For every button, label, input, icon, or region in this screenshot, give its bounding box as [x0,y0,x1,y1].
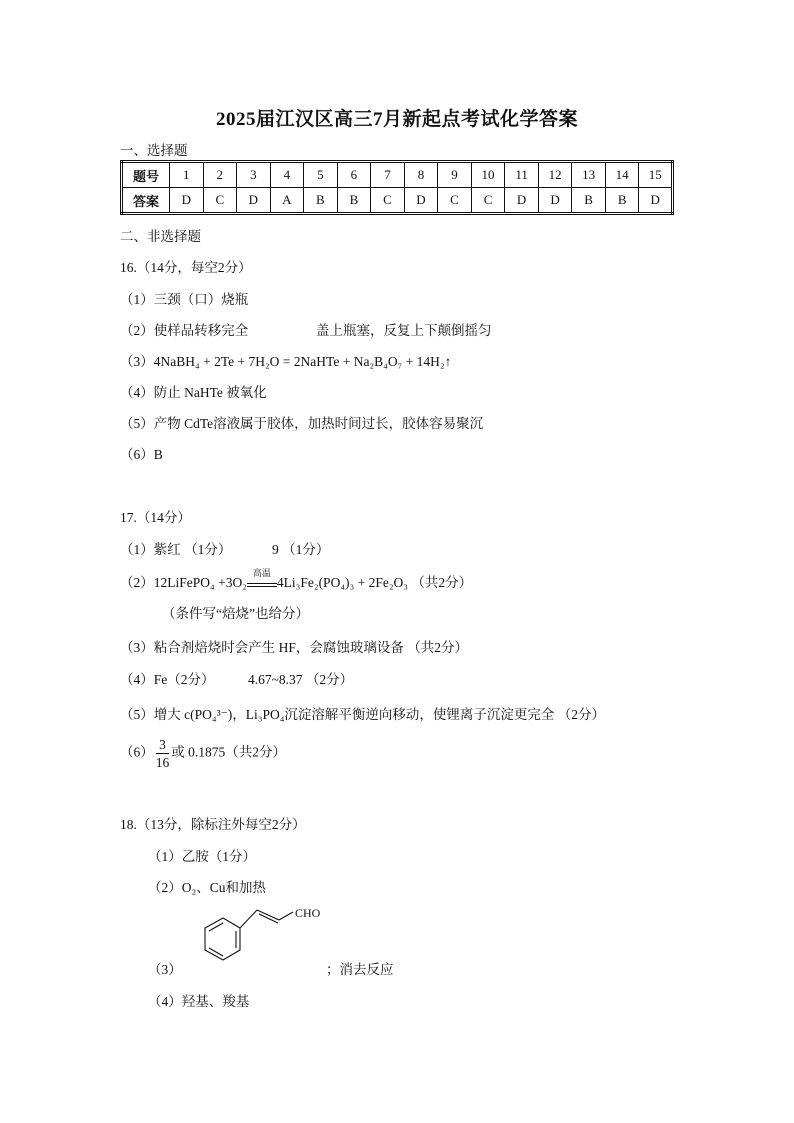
table-cell: C [203,188,237,214]
table-cell: C [471,188,505,214]
q16-answer-2b: 盖上瓶塞，反复上下颠倒摇匀 [316,323,492,338]
q17-answer-1a: （1）紫红 （1分） [120,542,232,557]
q17-answer-1b: 9 （1分） [272,542,330,557]
q17-answer-2-note: （条件写“焙烧”也给分） [162,606,309,621]
answer-table [120,160,674,215]
table-cell: B [304,188,338,214]
q18-answer-2: （2）O₂、Cu和加热 [148,880,266,895]
table-cell: 13 [572,162,606,188]
q17-answer-2 [120,568,473,591]
q17-answer-4b: 4.67~8.37 （2分） [248,672,354,687]
table-cell: 11 [505,162,539,188]
structure-cho-label: CHO [295,906,321,920]
table-cell: D [505,188,539,214]
page-title: 2025届江汉区高三7月新起点考试化学答案 [215,109,578,130]
table-cell: 4 [270,162,304,188]
q16-answer-1: （1）三颈（口）烧瓶 [120,292,249,307]
table-cell: A [270,188,304,214]
q17-answer-5: （5）增大 c(PO₄³⁻)，Li₃PO₄沉淀溶解平衡逆向移动，使锂离子沉淀更完全 （2分） [120,707,606,722]
table-cell: C [438,188,472,214]
table-cell: D [170,188,204,214]
q16-answer-5: （5）产物 CdTe溶液属于胶体，加热时间过长，胶体容易聚沉 [120,416,484,431]
table-row-answers [122,188,673,214]
table-cell: 8 [404,162,438,188]
q16-answer-6: （6）B [120,447,163,462]
fraction-numerator: 3 [156,736,170,754]
table-cell: 7 [371,162,405,188]
table-cell: 12 [538,162,572,188]
table-cell: 2 [203,162,237,188]
table-row-numbers [122,162,673,188]
section-choice-heading: 一、选择题 [120,143,188,158]
table-cell: D [237,188,271,214]
side-chain-bond [240,910,257,928]
table-header-number: 题号 [122,162,170,188]
table-cell: D [639,188,673,214]
q16-answer-4: （4）防止 NaHTe 被氧化 [120,385,267,400]
table-cell: 5 [304,162,338,188]
q17-answer-2-reactants: （2）12LiFePO₄ +3O₂ [120,575,247,590]
table-header-answer: 答案 [122,188,170,214]
q16-answer-2a: （2）使样品转移完全 [120,323,249,338]
aldehyde-bond [279,912,293,920]
table-cell: 3 [237,162,271,188]
reaction-condition-label: 高温 [252,568,271,578]
table-cell: B [337,188,371,214]
q17-answer-4a: （4）Fe（2分） [120,672,215,687]
table-cell: 6 [337,162,371,188]
table-cell: D [404,188,438,214]
table-cell: B [572,188,606,214]
q16-answer-3: （3）4NaBH₄ + 2Te + 7H₂O = 2NaHTe + Na₂B₄O₇ + 14H₂↑ [120,354,452,369]
table-cell: 9 [438,162,472,188]
fraction-denominator: 16 [155,755,170,770]
q18-answer-4: （4）羟基、羧基 [148,994,250,1009]
table-cell: D [538,188,572,214]
q17-answer-6 [120,736,286,771]
q18-answer-1: （1）乙胺（1分） [148,849,256,864]
section-nonchoice-heading: 二、非选择题 [120,229,201,244]
q17-answer-6-label: （6） [120,744,154,760]
q18-answer-3-text: ；消去反应 [326,962,394,977]
reaction-condition-equals [247,568,277,587]
q18-answer-3-label: （3） [148,962,182,977]
q17-answer-3: （3）粘合剂焙烧时会产生 HF，会腐蚀玻璃设备 （共2分） [120,640,469,655]
table-cell: C [371,188,405,214]
q16-header: 16.（14分，每空2分） [120,260,252,275]
table-cell: 15 [639,162,673,188]
table-cell: 1 [170,162,204,188]
table-cell: 14 [605,162,639,188]
q17-header: 17.（14分） [120,510,191,525]
q17-answer-6-text: 或 0.1875（共2分） [171,744,286,760]
q17-answer-2-products: 4Li₃Fe₂(PO₄)₃ + 2Fe₂O₃ （共2分） [276,575,473,590]
table-cell: 10 [471,162,505,188]
fraction [156,736,170,771]
benzene-ring [205,918,240,960]
table-cell: B [605,188,639,214]
q18-header: 18.（13分，除标注外每空2分） [120,817,306,832]
